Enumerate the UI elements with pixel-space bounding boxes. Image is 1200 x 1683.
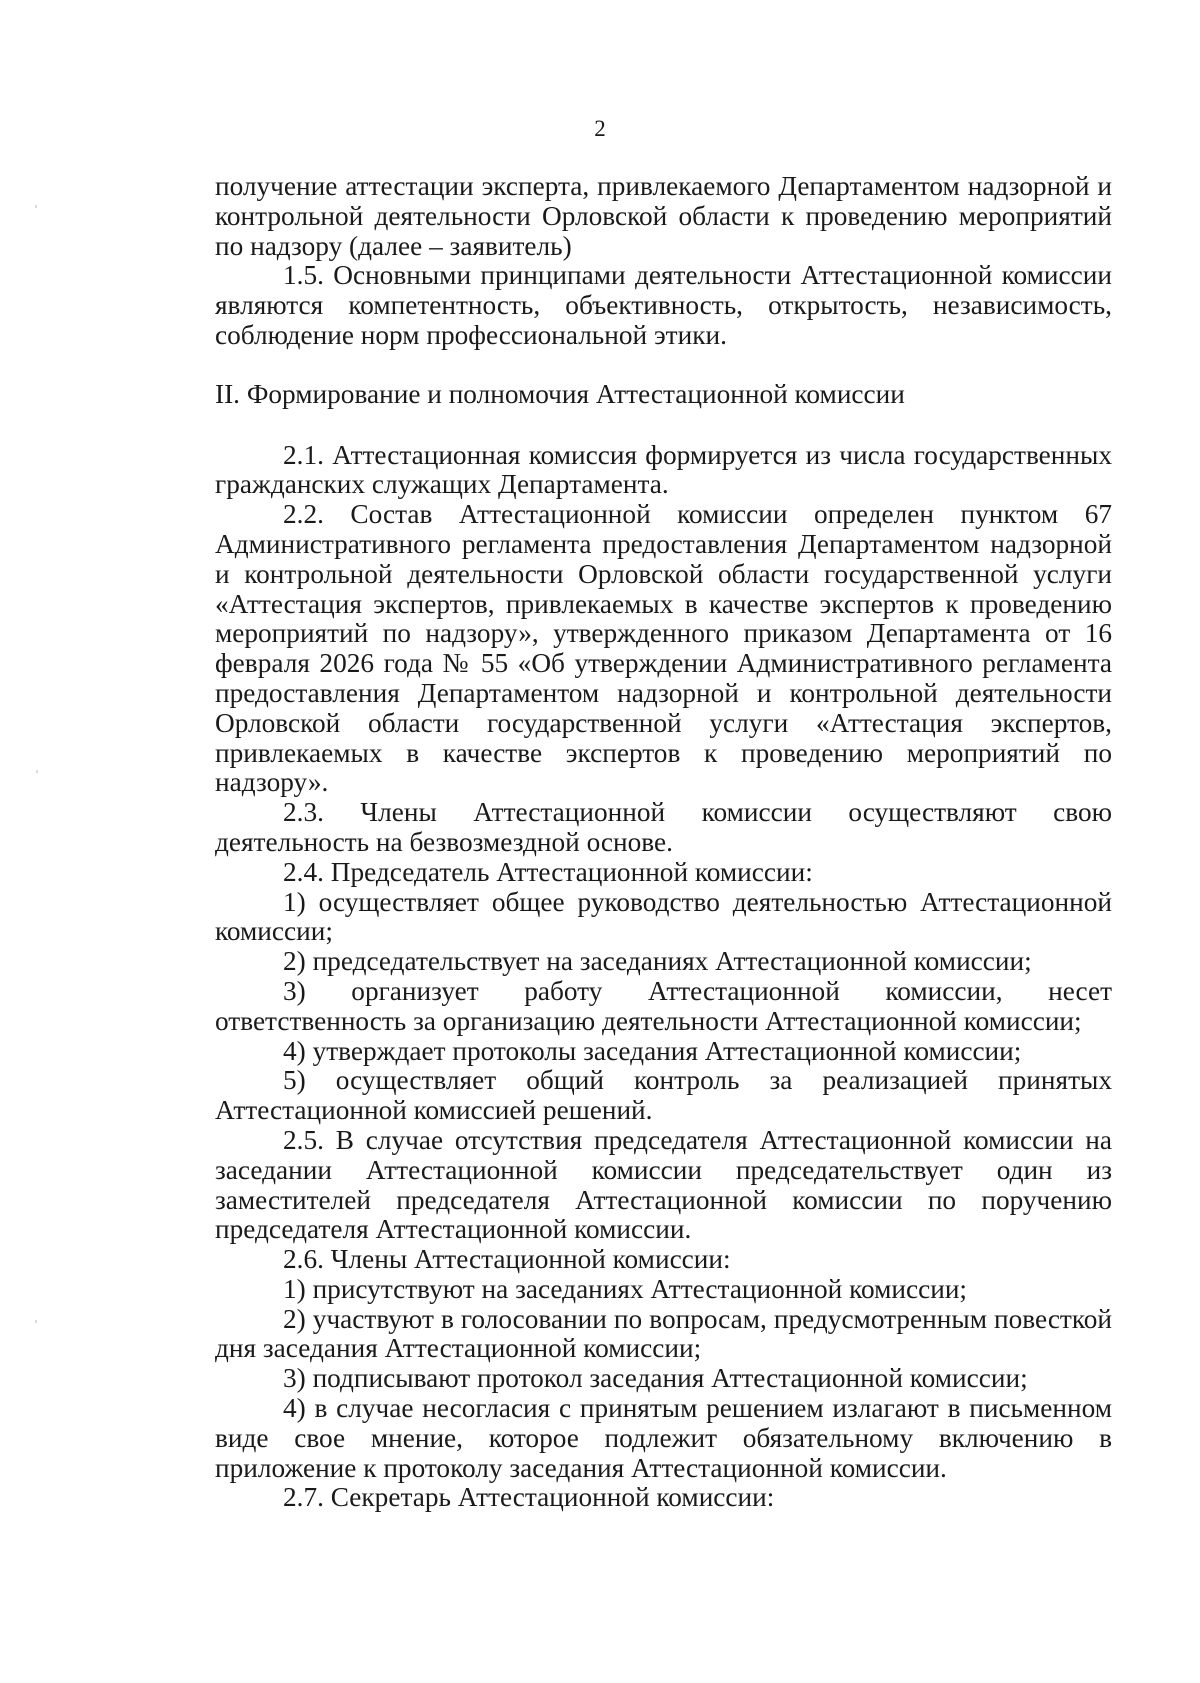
list-item: 3) организует работу Аттестационной комиссии, несет ответственность за организацию деятельности Аттестационной комиссии; [215,975,1112,1036]
list-item: 1) осуществляет общее руководство деятельностью Аттестационной комиссии; [215,886,1112,947]
paragraph-1-5: 1.5. Основными принципами деятельности Аттестационной комиссии являются компетентность, объективность, открытость, независимость, соблюдение норм профессиональной этики. [215,260,1112,350]
scan-mark [35,1320,37,1323]
paragraph-2-2: 2.2. Состав Аттестационной комиссии определен пунктом 67 Административного регламента предоставления Департаментом надзорной и контрольной деятельности Орловской области государственной услуги «Аттестация экспертов, привлекаемых в качестве экспертов к проведению мероприятий по надзору», утвержденного приказом Департамента от 16 февраля 2026 года № 55 «Об утверждении Административного регламента предоставления Департаментом надзорной и контрольной деятельности Орловской области государственной услуги «Аттестация экспертов, привлекаемых в качестве экспертов к проведению мероприятий по надзору». [215,499,1112,798]
scan-mark [35,205,37,208]
document-body [215,172,1112,1513]
paragraph-2-4: 2.4. Председатель Аттестационной комиссии: [283,856,813,887]
paragraph-2-7: 2.7. Секретарь Аттестационной комиссии: [283,1482,775,1513]
list-item: 5) осуществляет общий контроль за реализацией принятых Аттестационной комиссией решений. [215,1065,1112,1126]
list-item: 4) утверждает протоколы заседания Аттестационной комиссии; [283,1035,1022,1066]
list-item: 2) председательствует на заседаниях Аттестационной комиссии; [283,946,1032,977]
paragraph-continuation: получение аттестации эксперта, привлекаемого Департаментом надзорной и контрольной деятельности Орловской области к проведению мероприятий по надзору (далее – заявитель) [215,171,1112,261]
scan-mark [36,770,38,773]
paragraph-2-1: 2.1. Аттестационная комиссия формируется из числа государственных гражданских служащих Департамента. [215,439,1112,500]
paragraph-2-6: 2.6. Члены Аттестационной комиссии: [283,1244,731,1275]
list-item: 4) в случае несогласия с принятым решением излагают в письменном виде свое мнение, которое подлежит обязательному включению в приложение к протоколу заседания Аттестационной комиссии. [215,1393,1112,1483]
section-heading: II. Формирование и полномочия Аттестационной комиссии [215,378,905,409]
page-number: 2 [594,116,606,141]
list-item: 1) присутствуют на заседаниях Аттестационной комиссии; [283,1273,968,1304]
list-item: 2) участвуют в голосовании по вопросам, предусмотренным повесткой дня заседания Аттестационной комиссии; [215,1303,1112,1364]
list-item: 3) подписывают протокол заседания Аттестационной комиссии; [283,1363,1028,1394]
paragraph-2-5: 2.5. В случае отсутствия председателя Аттестационной комиссии на заседании Аттестационной комиссии председательствует один из заместителей председателя Аттестационной комиссии по поручению председателя Аттестационной комиссии. [215,1124,1112,1245]
paragraph-2-3: 2.3. Члены Аттестационной комиссии осуществляют свою деятельность на безвозмездной основе. [215,797,1112,857]
